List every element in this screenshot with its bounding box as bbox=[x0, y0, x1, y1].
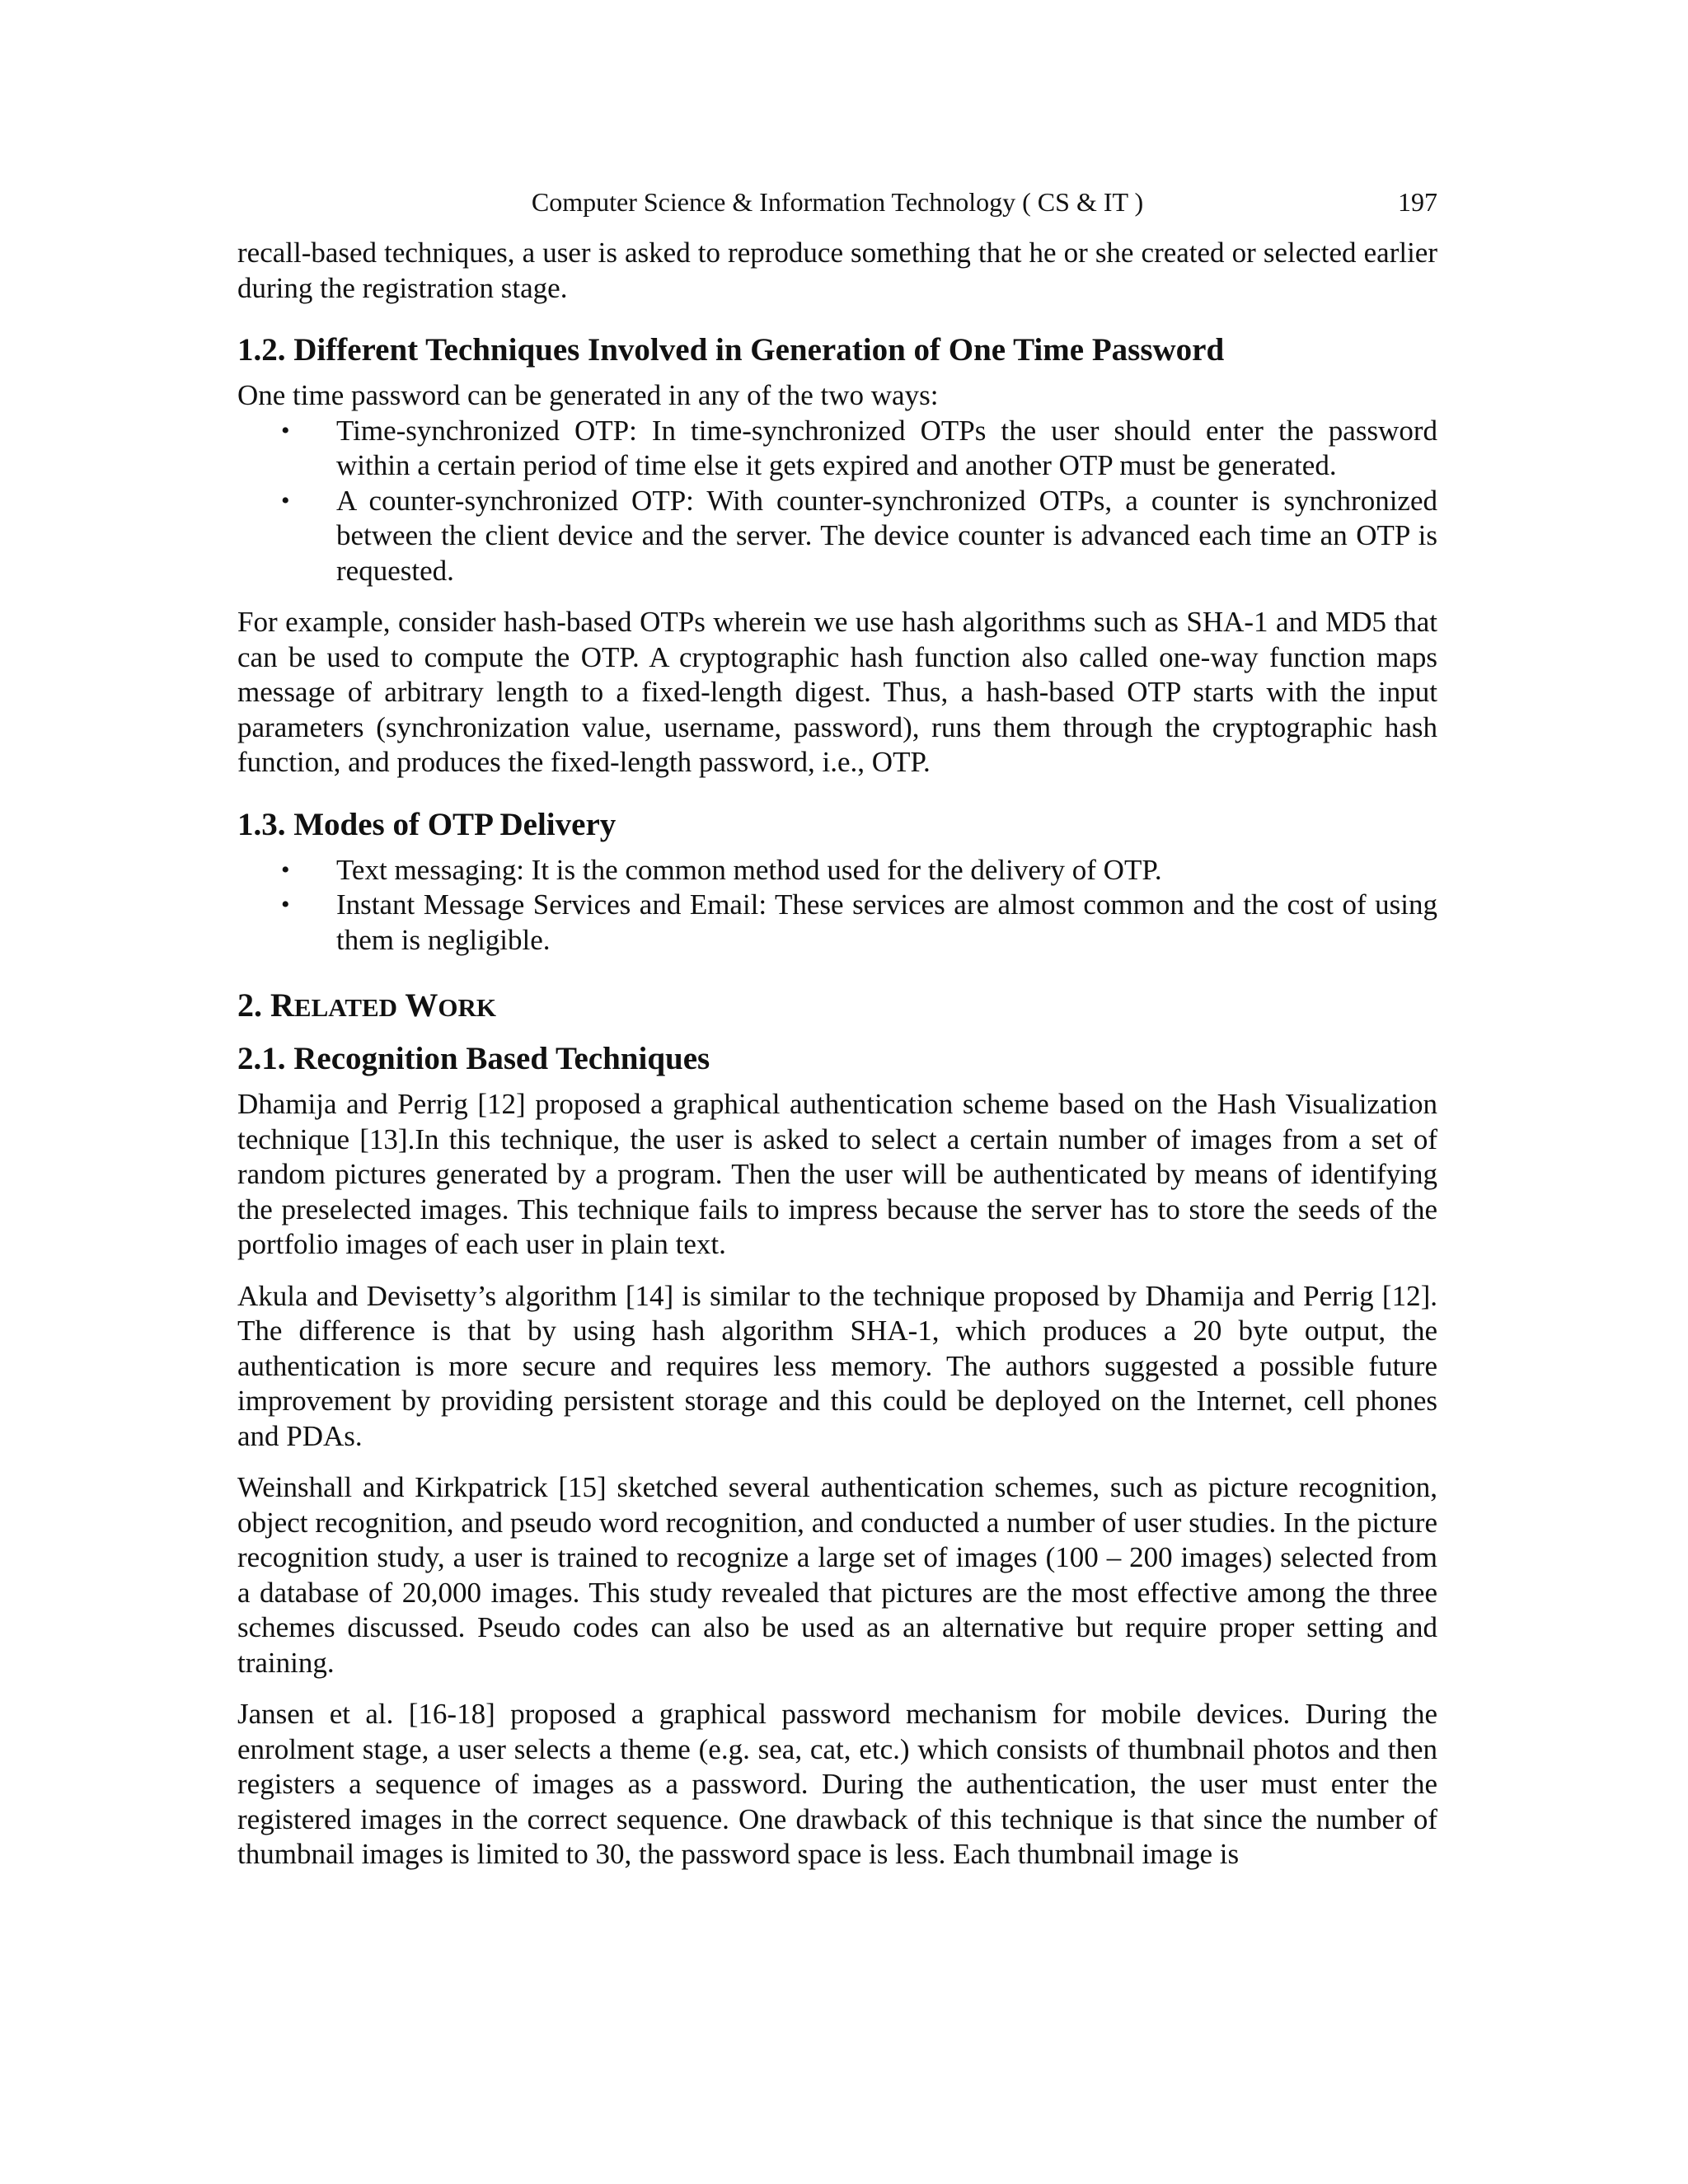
bullet-icon: • bbox=[281, 486, 290, 514]
related-work-paragraph: Jansen et al. [16-18] proposed a graphical password mechanism for mobile devices. During the enrolment stage, a user selects a theme (e.g. sea, cat, etc.) which consists of thumbnail photos and then registers a sequence of images as a password. During the authentication, the user must enter the registered images in the correct sequence. One drawback of this technique is that since the number of thumbnail images is limited to 30, the password space is less. Each thumbnail image is bbox=[237, 1698, 1437, 1870]
section-1-2-intro: One time password can be generated in any of the two ways: bbox=[237, 379, 939, 411]
section-2-1-heading: 2.1. Recognition Based Techniques bbox=[237, 1041, 710, 1076]
section-2-heading bbox=[237, 986, 1437, 1028]
running-header bbox=[237, 183, 1437, 221]
heading-initial: R bbox=[270, 987, 294, 1024]
paper-page bbox=[237, 183, 1437, 1872]
bullet-icon: • bbox=[281, 891, 290, 918]
list-item-text: Text messaging: It is the common method used for the delivery of OTP. bbox=[336, 853, 1162, 886]
heading-small-caps: ORK bbox=[438, 993, 496, 1022]
opening-paragraph: recall-based techniques, a user is asked to reproduce something that he or she created or selected earlier during the registration stage. bbox=[237, 237, 1437, 304]
list-item-text: Instant Message Services and Email: These services are almost common and the cost of using them is negligible. bbox=[336, 888, 1437, 956]
section-1-2-paragraph: For example, consider hash-based OTPs wherein we use hash algorithms such as SHA-1 and MD5 that can be used to compute the OTP. A cryptographic hash function also called one-way function maps message of arbitrary length to a fixed-length digest. Thus, a hash-based OTP starts with the input parameters (synchronization value, username, password), runs them through the cryptographic hash function, and produces the fixed-length password, i.e., OTP. bbox=[237, 606, 1437, 778]
list-item-text: Time-synchronized OTP: In time-synchronized OTPs the user should enter the password within a certain period of time else it gets expired and another OTP must be generated. bbox=[336, 414, 1437, 481]
related-work-paragraph: Dhamija and Perrig [12] proposed a graphical authentication scheme based on the Hash Visualization technique [13].In this technique, the user is asked to select a certain number of images from a set of random pictures generated by a program. Then the user will be authenticated by means of identifying the preselected images. This technique fails to impress because the server has to store the seeds of the portfolio images of each user in plain text. bbox=[237, 1088, 1437, 1260]
bullet-icon: • bbox=[281, 416, 290, 444]
otp-delivery-list bbox=[237, 853, 1437, 958]
list-item bbox=[281, 414, 1437, 484]
list-item bbox=[281, 853, 1437, 888]
related-work-paragraph: Akula and Devisetty’s algorithm [14] is similar to the technique proposed by Dhamija and Perrig [12]. The difference is that by using hash algorithm SHA-1, which produces a 20 byte output, the authentication is more secure and requires less memory. The authors suggested a possible future improvement by providing persistent storage and this could be deployed on the Internet, cell phones and PDAs. bbox=[237, 1279, 1437, 1452]
list-item-text: A counter-synchronized OTP: With counter-synchronized OTPs, a counter is synchronized between the client device and the server. The device counter is advanced each time an OTP is requested. bbox=[336, 484, 1437, 587]
heading-initial: W bbox=[405, 987, 438, 1024]
section-1-3-heading: 1.3. Modes of OTP Delivery bbox=[237, 806, 617, 842]
section-number: 2. bbox=[237, 987, 262, 1024]
section-1-2-heading: 1.2. Different Techniques Involved in Generation of One Time Password bbox=[237, 332, 1225, 368]
list-item bbox=[281, 888, 1437, 958]
otp-generation-list bbox=[237, 414, 1437, 589]
journal-title: Computer Science & Information Technology ( CS & IT ) bbox=[531, 187, 1144, 217]
bullet-icon: • bbox=[281, 855, 290, 883]
heading-small-caps: ELATED bbox=[293, 993, 398, 1022]
list-item bbox=[281, 484, 1437, 589]
page-number: 197 bbox=[1398, 187, 1437, 217]
related-work-paragraph: Weinshall and Kirkpatrick [15] sketched several authentication schemes, such as picture recognition, object recognition, and pseudo word recognition, and conducted a number of user studies. In the picture recognition study, a user is trained to recognize a large set of images (100 – 200 images) selected from a database of 20,000 images. This study revealed that pictures are the most effective among the three schemes discussed. Pseudo codes can also be used as an alternative but require proper setting and training. bbox=[237, 1471, 1437, 1679]
